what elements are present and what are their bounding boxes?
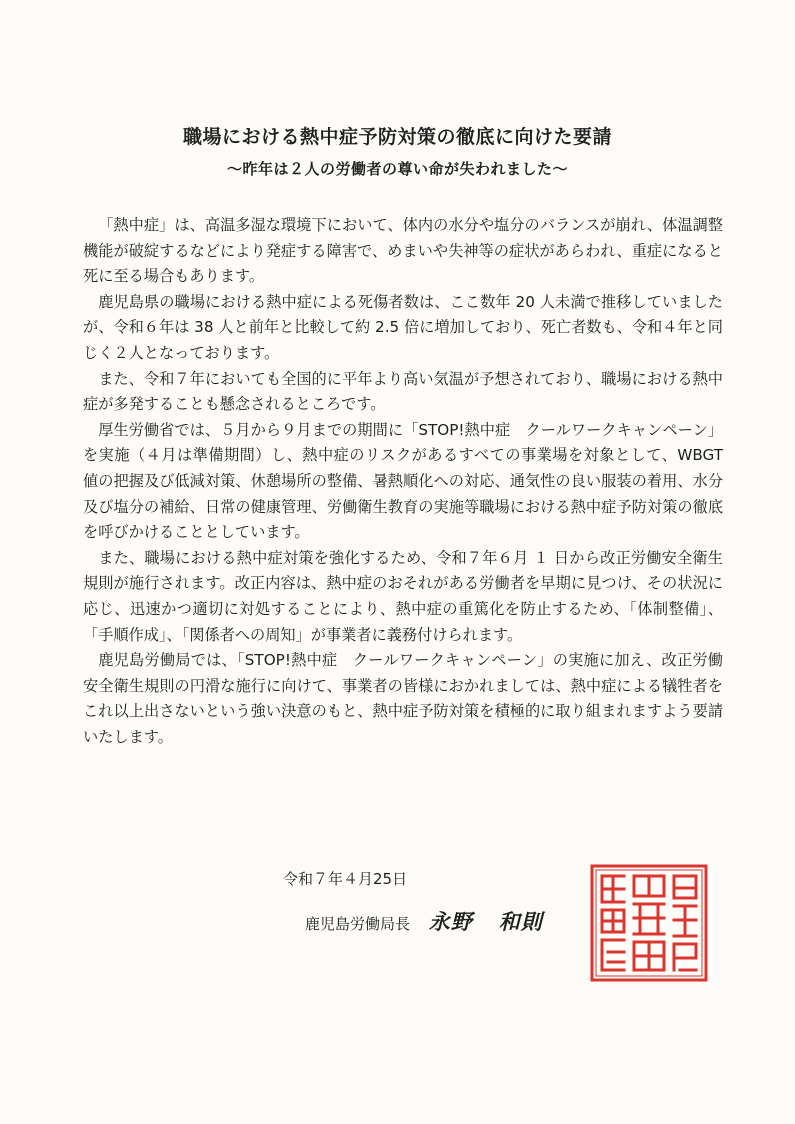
signer-family-name: 永野	[428, 909, 473, 934]
signer-given-name: 和則	[498, 909, 543, 934]
paragraph: また、職場における熱中症対策を強化するため、令和７年６月 １ 日から改正労働安全衛生規則が施行されます。改正内容は、熱中症のおそれがある労働者を早期に見つけ、その状況に応じ、迅速かつ適切に対処することにより、熱中症の重篤化を防止するため、「体制整備」、「手順作成」、「関係者への周知」が事業者に義務付けられます。	[83, 548, 723, 644]
issue-date: 令和７年４月25日	[283, 870, 408, 888]
document-subtitle: ～昨年は２人の労働者の尊い命が失われました～	[226, 160, 568, 178]
signer-name	[429, 909, 543, 934]
paragraph: 厚生労働省では、５月から９月までの期間に「STOP!熱中症 クールワークキャンペーン」を実施（４月は準備期間）し、熱中症のリスクがあるすべての事業場を対象として、WBGT 値の把握及び低減対策、休憩場所の整備、暑熱順化への対応、通気性の良い服装の着用、水分及び塩分の補給、日常の健康管理、労働衛生教育の実施等職場における熱中症予防対策の徹底を呼びかけることとしています。	[83, 420, 723, 542]
paragraph: また、令和７年においても全国的に平年より高い気温が予想されており、職場における熱中症が多発することも懸念されるところです。	[83, 369, 723, 414]
paragraph: 鹿児島労働局では、「STOP!熱中症 クールワークキャンペーン」の実施に加え、改正労働安全衛生規則の円滑な施行に向けて、事業者の皆様におかれましては、熱中症による犠牲者をこれ以上出さないという強い決意のもと、熱中症予防対策を積極的に取り組まれますよう要請いたします。	[83, 651, 723, 746]
signer-title: 鹿児島労働局長	[305, 915, 411, 933]
signature-block	[305, 906, 543, 936]
paragraph: 鹿児島県の職場における熱中症による死傷者数は、ここ数年 20 人未満で推移していましたが、令和６年は 38 人と前年と比較して約 2.5 倍に増加しており、死亡者数も、令和４年と同じく２人となっております。	[83, 292, 723, 362]
official-seal-icon	[588, 862, 710, 984]
document-body	[83, 213, 723, 750]
paragraph: 「熱中症」は、高温多湿な環境下において、体内の水分や塩分のバランスが崩れ、体温調整機能が破綻するなどにより発症する障害で、めまいや失神等の症状があらわれ、重症になると死に至る場合もあります。	[83, 216, 723, 286]
document-title: 職場における熱中症予防対策の徹底に向けた要請	[182, 126, 612, 148]
